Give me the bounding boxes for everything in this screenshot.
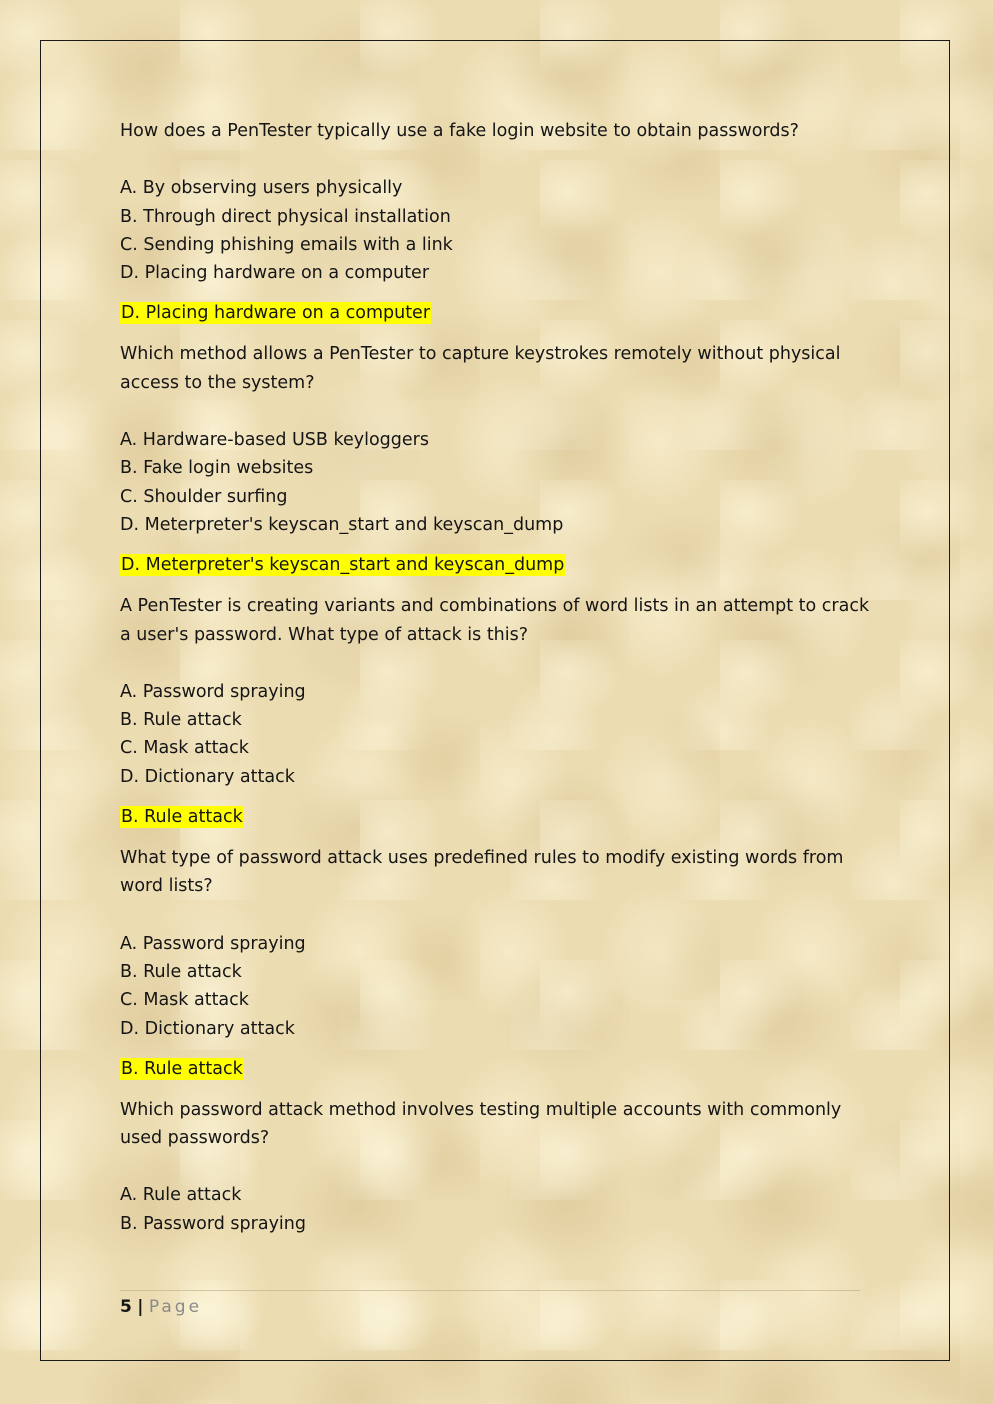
- question-block: [120, 844, 880, 1083]
- question-text: Which method allows a PenTester to capture keystrokes remotely without physical access to the system?: [120, 344, 841, 393]
- highlighted-answer: D. Meterpreter's keyscan_start and keyscan_dump: [121, 555, 565, 576]
- question-text: What type of password attack uses predefined rules to modify existing words from word lists?: [120, 848, 844, 897]
- options-list: [120, 426, 880, 539]
- option-b: B. Fake login websites: [120, 458, 314, 479]
- page-footer: [120, 1294, 860, 1320]
- question-block: [120, 1096, 880, 1238]
- option-c: C. Mask attack: [120, 990, 249, 1011]
- option-d: D. Dictionary attack: [120, 1018, 295, 1039]
- options-list: [120, 930, 880, 1043]
- option-a: A. Hardware-based USB keyloggers: [120, 430, 429, 451]
- page-label: Page: [148, 1297, 203, 1317]
- question-block: [120, 340, 880, 579]
- option-a: A. By observing users physically: [120, 178, 403, 199]
- option-c: C. Sending phishing emails with a link: [120, 234, 453, 255]
- option-a: A. Password spraying: [120, 681, 306, 702]
- page-separator: |: [137, 1297, 144, 1317]
- option-d: D. Meterpreter's keyscan_start and keyscan_dump: [120, 514, 564, 535]
- question-text: How does a PenTester typically use a fake login website to obtain passwords?: [120, 121, 799, 141]
- highlighted-answer: B. Rule attack: [121, 807, 243, 828]
- options-list: [120, 174, 880, 287]
- options-list: [120, 1181, 880, 1238]
- highlighted-answer: D. Placing hardware on a computer: [121, 303, 431, 324]
- highlighted-answer: B. Rule attack: [121, 1058, 243, 1079]
- document-body: [120, 117, 880, 1250]
- option-c: C. Shoulder surfing: [120, 486, 288, 507]
- footer-rule: [120, 1290, 860, 1291]
- option-c: C. Mask attack: [120, 738, 249, 759]
- option-d: D. Dictionary attack: [120, 766, 295, 787]
- question-block: [120, 592, 880, 831]
- question-text: A PenTester is creating variants and combinations of word lists in an attempt to crack a user's password. What type of attack is this?: [120, 596, 870, 645]
- option-b: B. Through direct physical installation: [120, 206, 451, 227]
- page-number: 5: [120, 1297, 132, 1317]
- options-list: [120, 678, 880, 791]
- option-a: A. Password spraying: [120, 933, 306, 954]
- option-d: D. Placing hardware on a computer: [120, 263, 430, 284]
- question-text: Which password attack method involves testing multiple accounts with commonly used passwords?: [120, 1099, 842, 1149]
- question-block: [120, 117, 880, 327]
- option-b: B. Rule attack: [120, 961, 242, 982]
- option-a: A. Rule attack: [120, 1185, 242, 1206]
- option-b: B. Password spraying: [120, 1213, 306, 1234]
- option-b: B. Rule attack: [120, 710, 242, 731]
